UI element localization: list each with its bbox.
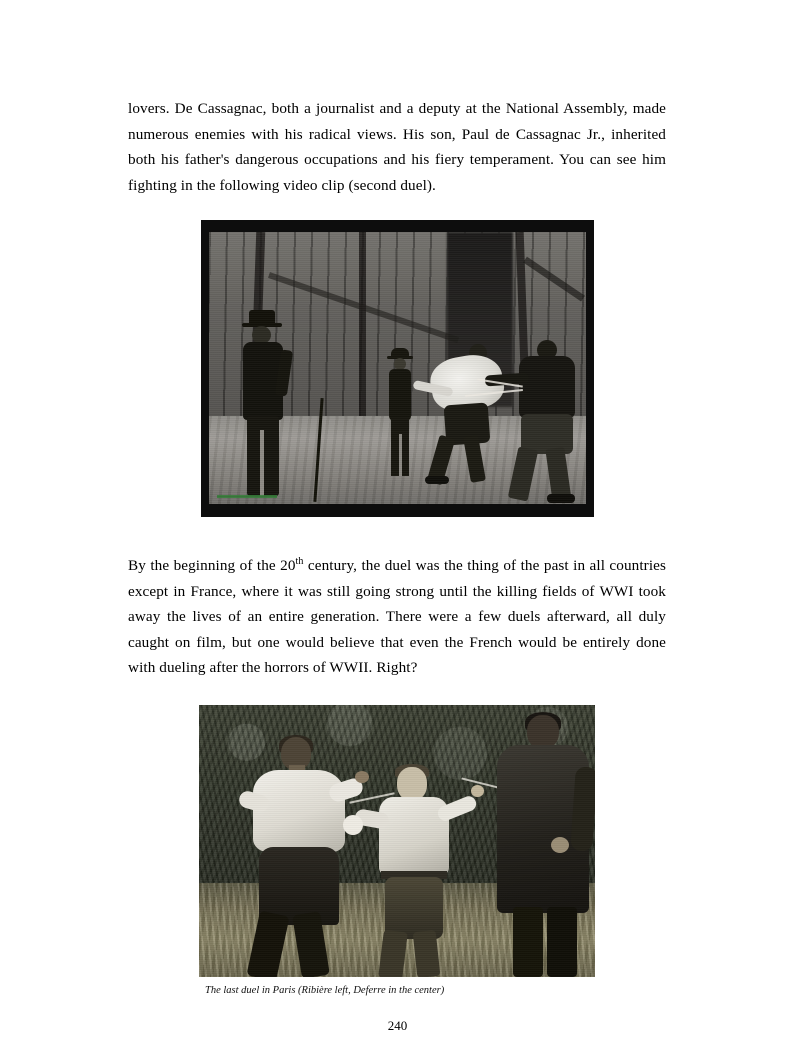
last-duel-in-paris-photo <box>199 705 595 977</box>
official-right-dark-coat <box>495 715 595 977</box>
page-number: 240 <box>387 1018 408 1033</box>
figure-two-container <box>128 705 666 996</box>
ordinal-superscript: th <box>295 555 304 567</box>
paragraph-two-text-end: century, the duel was the thing of the past in all countries except in France, where it was still going strong until the killing fields of WWI took away the lives of an entire generation. There were a few duels afterward, all duly caught on film, but one would believe that even the French would be entirely done with dueling after the horrors of WWII. Right? <box>128 557 667 676</box>
paragraph-two <box>128 553 666 681</box>
film-artifact-green-streak <box>217 495 277 498</box>
wall-beam <box>359 232 366 418</box>
duellist-center-deferre <box>367 767 477 977</box>
paragraph-two-text-start: By the beginning of the 20 <box>128 557 296 574</box>
spectator-top-hat <box>237 310 297 496</box>
paragraph-one: lovers. De Cassagnac, both a journalist and a deputy at the National Assembly, made numerous enemies with his radical views. His son, Paul de Cassagnac Jr., inherited both his father's dangerous occupations and his fiery temperament. You can see him fighting in the following video clip (second duel). <box>128 100 666 194</box>
duellist-dark-clothes <box>501 340 586 502</box>
figure-two-caption: The last duel in Paris (Ribière left, Deferre in the center) <box>205 984 445 996</box>
page-content <box>128 96 666 996</box>
figure-one-container <box>128 220 666 517</box>
duel-film-still <box>201 220 594 517</box>
duel-second-figure <box>385 348 415 478</box>
film-still-frame <box>209 232 586 504</box>
duellist-left-ribiere <box>245 737 355 977</box>
duellist-white-shirt <box>423 344 509 484</box>
